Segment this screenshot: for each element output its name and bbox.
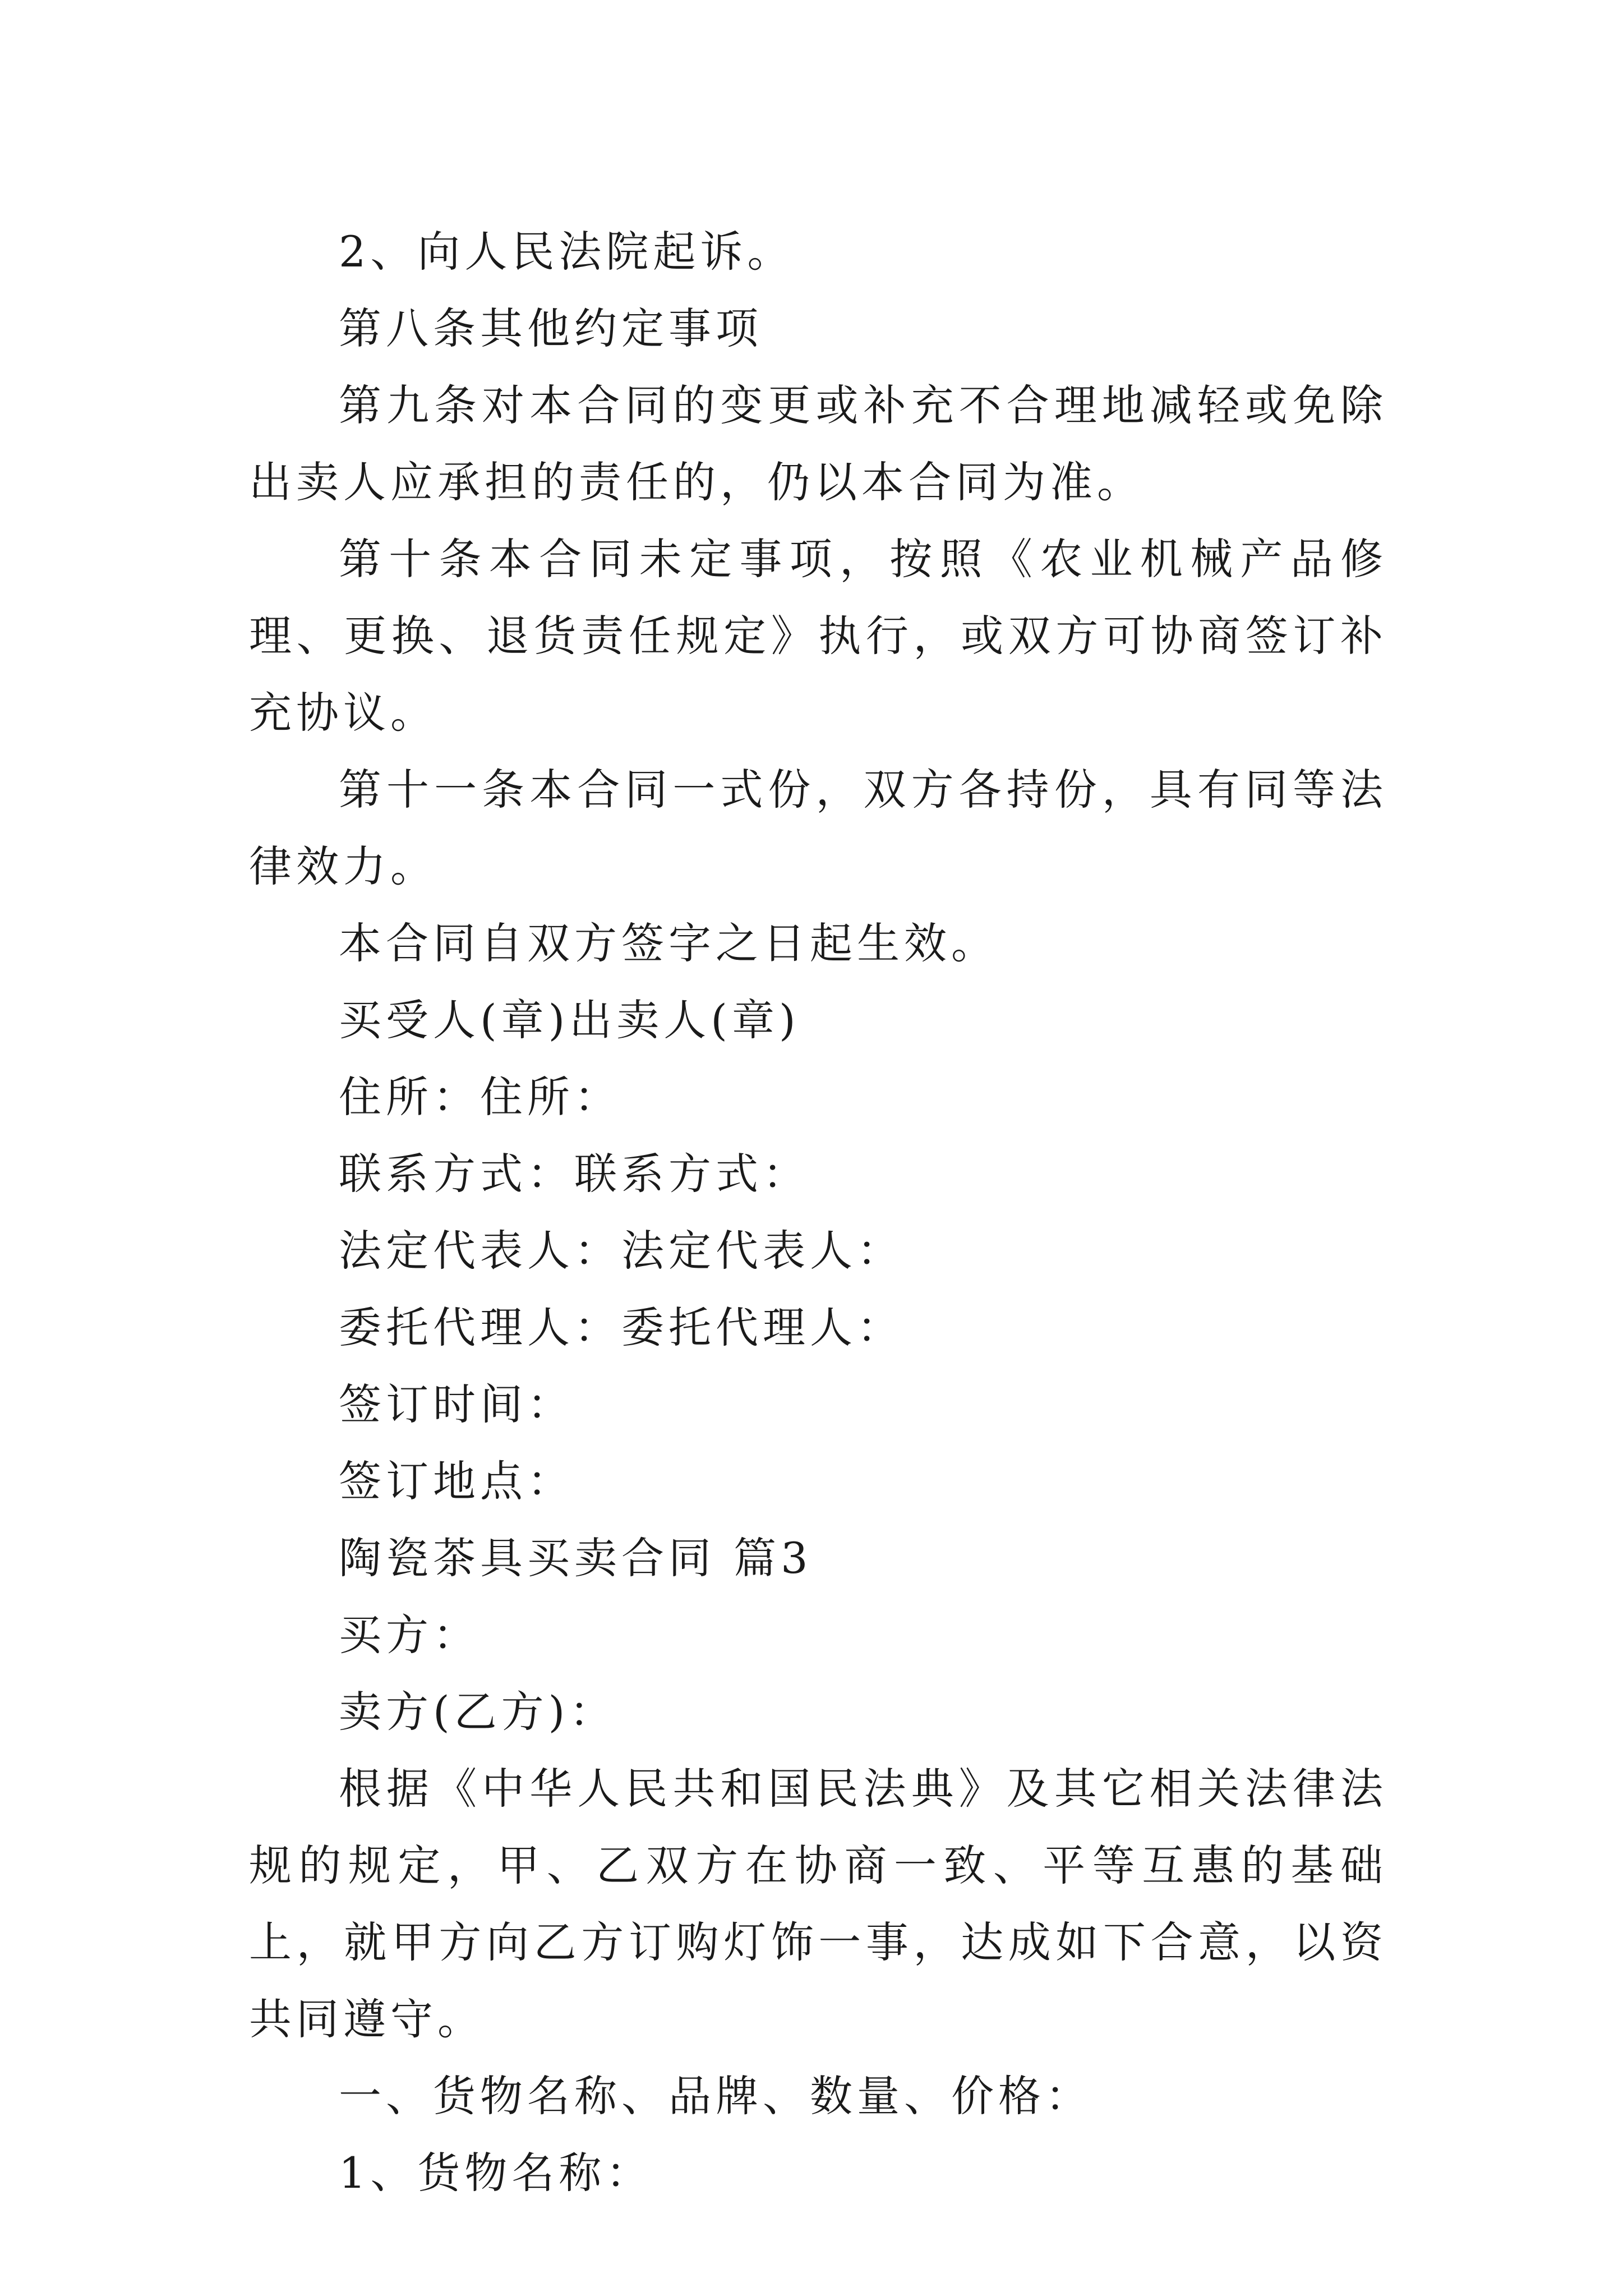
- paragraph-effective: 本合同自双方签字之日起生效。: [339, 918, 998, 968]
- signing-time: 签订时间：: [339, 1379, 574, 1429]
- signature-address: 住所：住所：: [339, 1072, 621, 1122]
- paragraph-article-8: 第八条其他约定事项: [339, 303, 763, 353]
- paragraph-preamble: 根据《中华人民共和国民法典》及其它相关法律法规的规定，甲、乙双方在协商一致、平等互惠的基础上，就甲方向乙方订购灯饰一事，达成如下合意，以资共同遵守。: [249, 1764, 1387, 2044]
- section-heading: 陶瓷茶具买卖合同 篇3: [339, 1533, 813, 1583]
- signature-legal-rep: 法定代表人：法定代表人：: [339, 1226, 904, 1276]
- buyer-line: 买方：: [339, 1610, 480, 1660]
- signature-parties: 买受人(章)出卖人(章): [339, 995, 800, 1045]
- paragraph-article-9: 第九条对本合同的变更或补充不合理地减轻或免除出卖人应承担的责任的，仍以本合同为准。: [249, 380, 1387, 507]
- seller-line: 卖方(乙方)：: [339, 1687, 617, 1737]
- paragraph-article-11: 第十一条本合同一式份，双方各持份，具有同等法律效力。: [249, 765, 1387, 891]
- document-body: [249, 213, 1387, 2211]
- signing-place: 签订地点：: [339, 1456, 574, 1506]
- signature-contact: 联系方式：联系方式：: [339, 1149, 810, 1199]
- paragraph-article-10: 第十条本合同未定事项，按照《农业机械产品修理、更换、退货责任规定》执行，或双方可协商签订补充协议。: [249, 534, 1387, 738]
- paragraph-goods-name: 1、货物名称：: [339, 2148, 653, 2198]
- paragraph-clause-7-item-2: 2、向人民法院起诉。: [339, 227, 795, 277]
- signature-agent: 委托代理人：委托代理人：: [339, 1303, 904, 1352]
- paragraph-goods-heading: 一、货物名称、品牌、数量、价格：: [339, 2071, 1092, 2121]
